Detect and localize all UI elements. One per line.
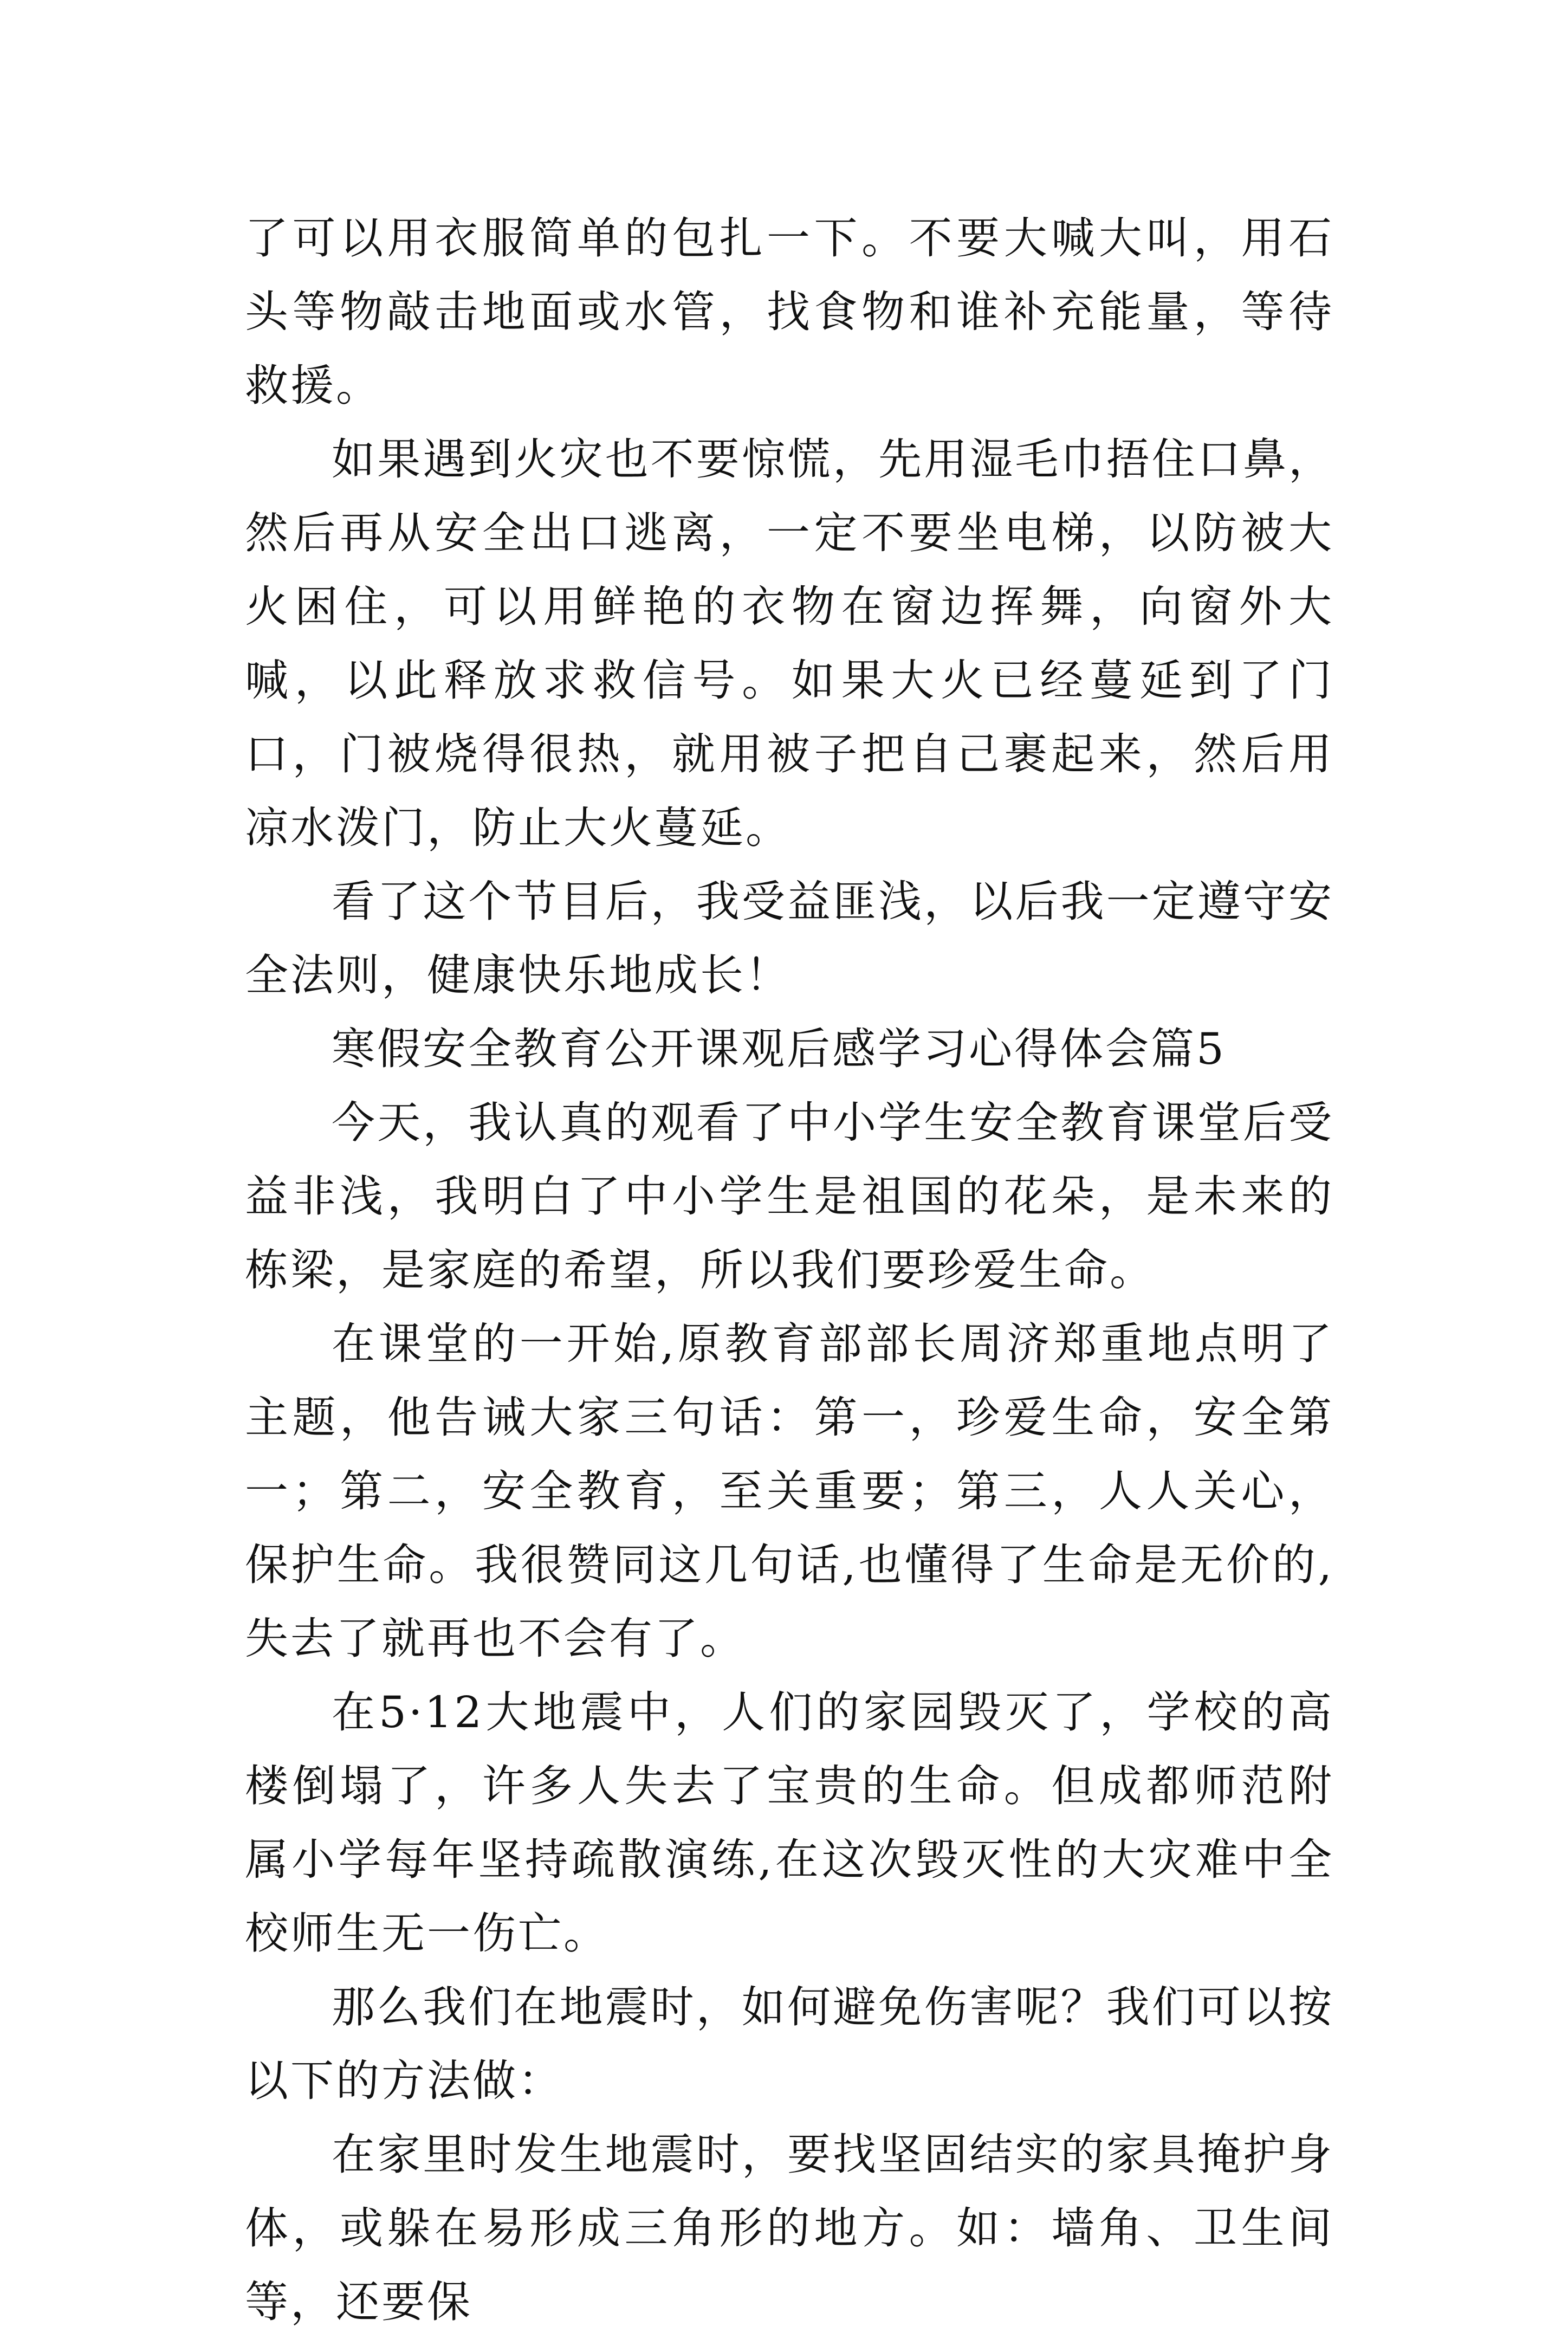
paragraph-1: 了可以用衣服简单的包扎一下。不要大喊大叫，用石头等物敲击地面或水管，找食物和谁补充能量，等待救援。	[245, 213, 1334, 411]
paragraph-8: 在家里时发生地震时，要找坚固结实的家具掩护身体，或躲在易形成三角形的地方。如：墙角、卫生间等，还要保	[245, 2129, 1334, 2327]
section-heading: 寒假安全教育公开课观后感学习心得体会篇5	[332, 1024, 1226, 1074]
paragraph-7: 那么我们在地震时，如何避免伤害呢？我们可以按以下的方法做：	[245, 1982, 1334, 2106]
paragraph-3: 看了这个节目后，我受益匪浅，以后我一定遵守安全法则，健康快乐地成长！	[245, 876, 1334, 1000]
document-body	[245, 202, 1334, 2339]
paragraph-2: 如果遇到火灾也不要惊慌，先用湿毛巾捂住口鼻，然后再从安全出口逃离，一定不要坐电梯，以防被大火困住，可以用鲜艳的衣物在窗边挥舞，向窗外大喊，以此释放求救信号。如果大火已经蔓延到了门口，门被烧得很热，就用被子把自己裹起来，然后用凉水泼门，防止大火蔓延。	[245, 434, 1334, 853]
paragraph-4: 今天，我认真的观看了中小学生安全教育课堂后受益非浅，我明白了中小学生是祖国的花朵，是未来的栋梁，是家庭的希望，所以我们要珍爱生命。	[245, 1097, 1334, 1295]
paragraph-6: 在5·12大地震中，人们的家园毁灭了，学校的高楼倒塌了，许多人失去了宝贵的生命。但成都师范附属小学每年坚持疏散演练,在这次毁灭性的大灾难中全校师生无一伤亡。	[245, 1687, 1334, 1959]
paragraph-5: 在课堂的一开始,原教育部部长周济郑重地点明了主题，他告诫大家三句话：第一，珍爱生命，安全第一；第二，安全教育，至关重要；第三，人人关心，保护生命。我很赞同这几句话,也懂得了生命是无价的,失去了就再也不会有了。	[245, 1319, 1334, 1664]
